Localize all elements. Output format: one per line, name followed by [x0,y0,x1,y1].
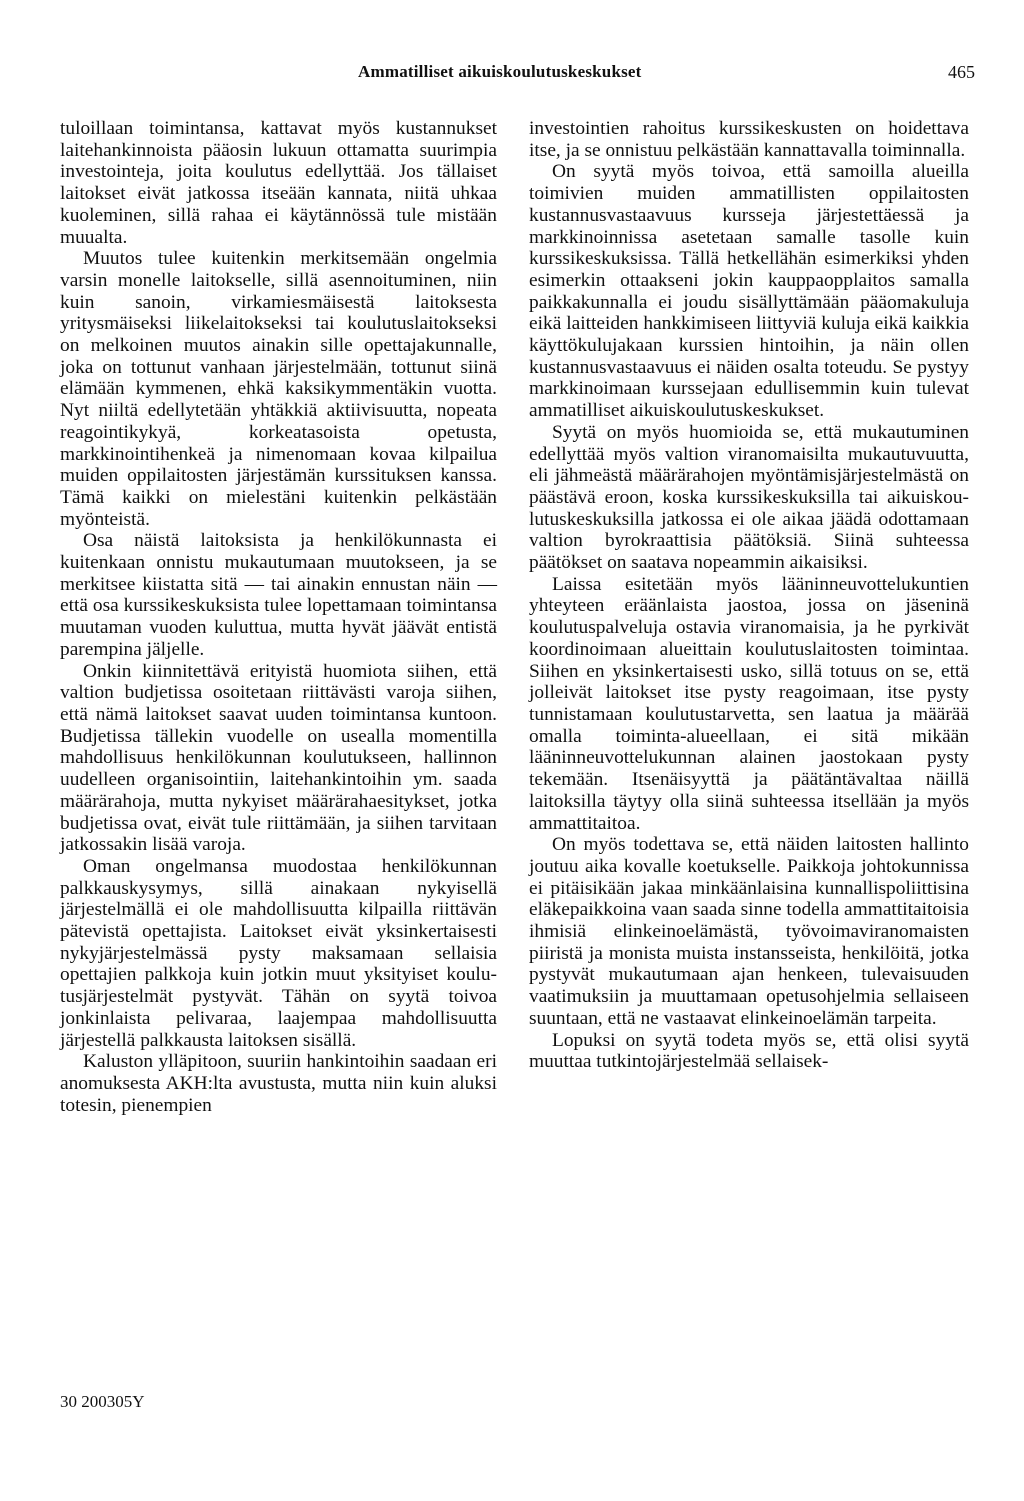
running-title: Ammatilliset aikuiskoulutuskeskukset [358,62,642,81]
paragraph: tuloillaan toimintansa, kattavat myös kustannukset laitehankinnoista pääosin lukuun ottamatta suurimpia investointeja, joita koulutus edellyttää. Jos tällaiset laitokset eivät jatkossa itseään kannata, niitä uhkaa kuoleminen, sillä rahaa ei käytännössä tule mistään muualta. [60,118,497,248]
paragraph: Kaluston ylläpitoon, suuriin hankintoihin saadaan eri anomuksesta AKH:lta avustusta, mutta niin kuin aluksi totesin, pienempien [60,1051,497,1116]
paragraph: On myös todettava se, että näiden laitosten hallinto joutuu aika kovalle koetukselle. Paikkoja johtokunnissa ei pitäisikään jakaa minkäänlaisina kunnallispoliittisina eläkepaikkoina vaan saada sinne todella ammattitaitoisia ihmisiä elinkeinoelämästä, työvoimaviranomaisten piiristä ja monista muista instansseista, henkilöitä, jotka pystyvät mukautumaan ajan henkeen, tulevaisuuden vaatimuksiin ja muuttamaan opetusohjelmia sellaiseen suuntaan, että ne vastaavat elinkeinoelämän tarpeita. [529,834,969,1029]
paragraph: On syytä myös toivoa, että samoilla alueilla toimivien muiden ammatillisten oppilaitosten kustannusvastaavuus kursseja järjestettäessä ja markkinoinnissa asetetaan samalle tasolle kuin kurssikeskuksissa. Tällä hetkellähän esimerkiksi yhden esimerkin ottaakseni jokin kauppaopplaitos samalla paikkakunnalla ei joudu sisällyttämään pääomakuluja eikä laitteiden hankkimiseen liittyviä kuluja eikä kaikkia käyttökulujakaan kurssien hintoihin, ja näin ollen kustannusvastaavuus ei näiden osalta toteudu. Se pystyy markkinoimaan kurssejaan edullisemmin kuin tulevat ammatilliset aikuiskoulutuskeskukset. [529,161,969,422]
page-header [0,62,1024,88]
paragraph: Oman ongelmansa muodostaa henkilökunnan palkkauskysymys, sillä ainakaan nykyisellä järjestelmällä ei ole mahdollisuutta kilpailla riittävän pätevistä opettajista. Laitokset eivät yksinkertaisesti nykyjärjestelmässä pysty maksamaan sellaisia opettajien palkkoja kuin jotkin muut yksityiset koulutusjärjestelmät pystyvät. Tähän on syytä toivoa jonkinlaista pelivaraa, laajempaa mahdollisuutta järjestellä palkkausta laitoksen sisällä. [60,855,497,1051]
paragraph: Syytä on myös huomioida se, että mukautuminen edellyttää myös valtion viranomaisilta mukautuvuutta, eli jähmeästä määrärahojen myöntämisjärjestelmästä on päästävä eroon, koska kurssikeskuksilla tai aikuiskoulutuskeskuksilla jatkossa ei ole aikaa jäädä odottamaan valtion byrokraattisia päätöksiä. Siinä suhteessa päätökset on saatava nopeammin aikaisiksi. [529,421,969,574]
right-column [529,118,969,1073]
left-column [60,118,497,1116]
paragraph: Laissa esitetään myös lääninneuvottelukuntien yhteyteen eräänlaista jaostoa, jossa on jäseninä koulutuspalveluja ostavia viranomaisia, ja he pyrkivät koordinoimaan alueittain koulutuslaitosten toimintaa. Siihen en yksinkertaisesti usko, sillä totuus on se, että jolleivät laitokset itse pysty reagoimaan, itse pysty tunnistamaan koulutustarvetta, sen laatua ja määrää omalla toiminta-alueellaan, ei sitä mikään lääninneuvottelukunnan alainen jaostokaan pysty tekemään. Itsenäisyyttä ja päätäntävaltaa näillä laitoksilla täytyy olla siinä suhteessa itsellään ja myös ammattitaitoa. [529,573,969,834]
paragraph: investointien rahoitus kurssikeskusten on hoidettava itse, ja se onnistuu pelkästään kannattavalla toiminnalla. [529,118,969,161]
page-number: 465 [948,62,975,82]
signature-mark: 30 200305Y [60,1392,145,1411]
paragraph: Muutos tulee kuitenkin merkitsemään ongelmia varsin monelle laitokselle, sillä asennoituminen, niin kuin sanoin, virkamiesmäisestä laitoksesta yritysmäiseksi liikelaitokseksi tai koulutuslaitokseksi on melkoinen muutos ainakin sille opettajakunnalle, joka on tottunut vanhaan järjestelmään, tottunut siinä elämään kymmenen, ehkä kaksikymmentäkin vuotta. Nyt niiltä edellytetään yhtäkkiä aktiivisuutta, nopeata reagointikykyä, korkeatasoista opetusta, markkinointihenkeä ja nimenomaan kovaa kilpailua muiden oppilaitosten järjestämän kurssituksen kanssa. Tämä kaikki on mielestäni kuitenkin pelkästään myönteistä. [60,248,497,530]
paragraph: Lopuksi on syytä todeta myös se, että olisi syytä muuttaa tutkintojärjestelmää sellaisek- [529,1029,969,1073]
paragraph: Osa näistä laitoksista ja henkilökunnasta ei kuitenkaan onnistu mukautumaan muutokseen, ja se merkitsee kiistatta sitä — tai ainakin ennustan näin — että osa kurssikeskuksista tulee lopettamaan toimintansa muutaman vuoden kuluttua, mutta hyvät jäävät entistä parempina jäljelle. [60,530,497,660]
paragraph: Onkin kiinnitettävä erityistä huomiota siihen, että valtion budjetissa osoitetaan riittävästi varoja siihen, että nämä laitokset saavat uuden toimintansa kuntoon. Budjetissa tällekin vuodelle on usealla momentilla mahdollisuus henkilökunnan koulutukseen, hallinnon uudelleen organisointiin, laitehankintoihin ym. saada määrärahoja, mutta nykyiset määrärahaesitykset, jotka budjetissa ovat, eivät tule riittämään, ja siihen tarvitaan jatkossakin lisää varoja. [60,660,497,856]
